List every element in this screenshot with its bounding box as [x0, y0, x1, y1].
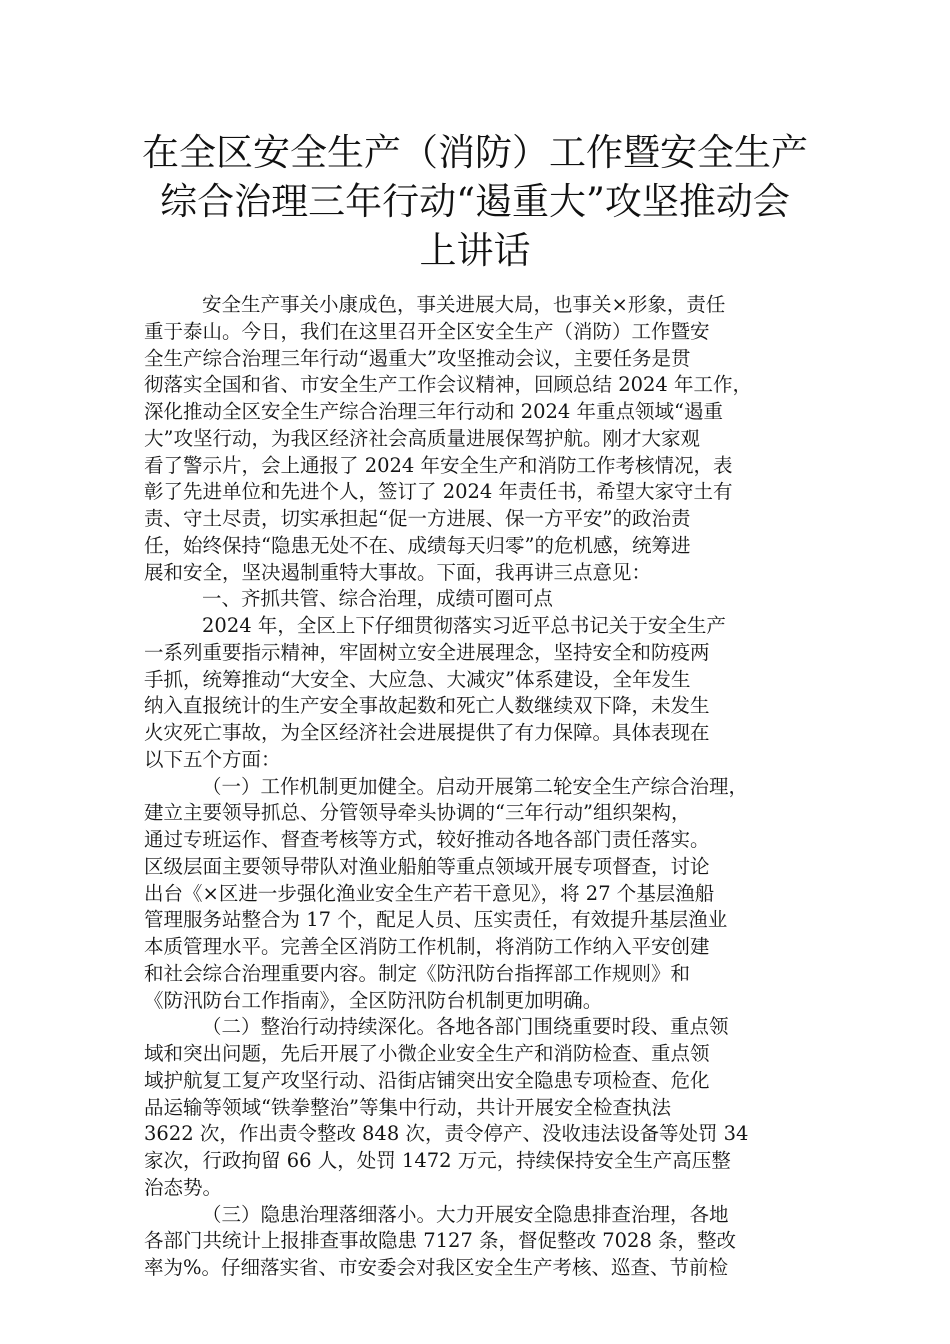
body-line: （二）整治行动持续深化。各地各部门围绕重要时段、重点领 — [202, 1015, 729, 1039]
body-line: 责、守土尽责，切实承担起“促一方进展、保一方平安”的政治责 — [144, 507, 691, 530]
body-line: 域护航复工复产攻坚行动、沿街店铺突出安全隐患专项检查、危化 — [144, 1068, 710, 1092]
body-line: 本质管理水平。完善全区消防工作机制，将消防工作纳入平安创建 — [144, 935, 710, 958]
body-line: 2024 年，全区上下仔细贯彻落实习近平总书记关于安全生产 — [202, 614, 726, 637]
body-line: 重于泰山。今日，我们在这里召开全区安全生产（消防）工作暨安 — [144, 319, 710, 343]
body-line: 火灾死亡事故，为全区经济社会进展提供了有力保障。具体表现在 — [144, 721, 710, 744]
document-title — [120, 128, 830, 275]
body-line: 建立主要领导抓总、分管领导牵头协调的“三年行动”组织架构， — [144, 801, 691, 825]
document-body — [144, 292, 820, 1282]
body-line: 和社会综合治理重要内容。制定《防汛防台指挥部工作规则》和 — [144, 961, 691, 985]
body-line: 区级层面主要领导带队对渔业船舶等重点领域开展专项督查，讨论 — [144, 854, 710, 878]
body-line: 彰了先进单位和先进个人，签订了 2024 年责任书，希望大家守土有 — [144, 480, 733, 504]
section-heading: 一、齐抓共管、综合治理，成绩可圈可点 — [202, 587, 554, 611]
body-line: 深化推动全区安全生产综合治理三年行动和 2024 年重点领域“遏重 — [144, 400, 723, 423]
body-line: 以下五个方面： — [144, 747, 281, 771]
body-line: 纳入直报统计的生产安全事故起数和死亡人数继续双下降，未发生 — [144, 694, 710, 718]
body-line: （三）隐患治理落细落小。大力开展安全隐患排查治理，各地 — [202, 1202, 729, 1226]
body-line: 各部门共统计上报排查事故隐患 7127 条，督促整改 7028 条，整改 — [144, 1229, 737, 1253]
body-line: 域和突出问题，先后开展了小微企业安全生产和消防检查、重点领 — [144, 1042, 710, 1065]
body-line: 出台《×区进一步强化渔业安全生产若干意见》，将 27 个基层渔船 — [144, 881, 715, 905]
body-line: 安全生产事关小康成色，事关进展大局，也事关×形象，责任 — [202, 293, 726, 316]
body-line: 品运输等领域“铁拳整治”等集中行动，共计开展安全检查执法 — [144, 1095, 671, 1119]
body-line: 一系列重要指示精神，牢固树立安全进展理念，坚持安全和防疫两 — [144, 640, 710, 664]
body-line: 家次，行政拘留 66 人，处罚 1472 万元，持续保持安全生产高压整 — [144, 1149, 731, 1172]
body-line: 管理服务站整合为 17 个，配足人员、压实责任，有效提升基层渔业 — [144, 908, 728, 932]
body-line: 通过专班运作、督查考核等方式，较好推动各地各部门责任落实。 — [144, 828, 710, 851]
body-line: 率为%。仔细落实省、市安委会对我区安全生产考核、巡查、节前检 — [144, 1256, 729, 1279]
body-line: 3622 次，作出责令整改 848 次，责令停产、没收违法设备等处罚 34 — [144, 1122, 749, 1146]
title-line: 上讲话 — [419, 229, 531, 272]
body-line: 大”攻坚行动，为我区经济社会高质量进展保驾护航。刚才大家观 — [144, 426, 700, 450]
body-line: 全生产综合治理三年行动“遏重大”攻坚推动会议，主要任务是贯 — [144, 346, 691, 370]
body-line: （一）工作机制更加健全。启动开展第二轮安全生产综合治理， — [202, 774, 749, 798]
body-line: 手抓，统筹推动“大安全、大应急、大减灾”体系建设，全年发生 — [144, 667, 691, 691]
body-line: 彻落实全国和省、市安全生产工作会议精神，回顾总结 2024 年工作， — [144, 373, 753, 397]
title-line: 综合治理三年行动“遏重大”攻坚推动会 — [160, 180, 790, 223]
body-line: 展和安全，坚决遏制重特大事故。下面，我再讲三点意见： — [144, 560, 652, 584]
body-line: 任，始终保持“隐患无处不在、成绩每天归零”的危机感，统筹进 — [144, 533, 691, 557]
body-line: 治态势。 — [144, 1175, 223, 1199]
title-line: 在全区安全生产（消防）工作暨安全生产 — [142, 131, 808, 174]
body-line: 看了警示片，会上通报了 2024 年安全生产和消防工作考核情况，表 — [144, 453, 733, 477]
body-line: 《防汛防台工作指南》，全区防汛防台机制更加明确。 — [144, 988, 603, 1012]
